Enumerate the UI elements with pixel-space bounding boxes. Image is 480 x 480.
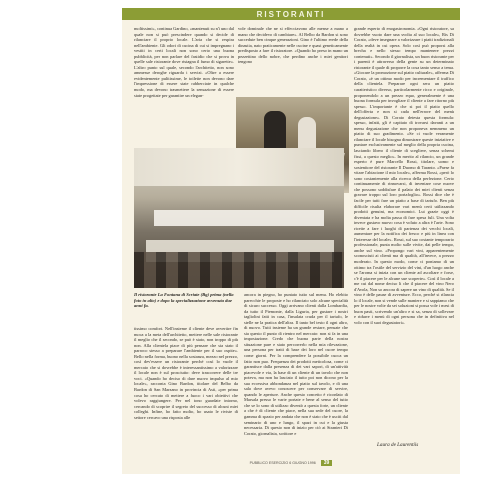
tablecloth-row: [154, 210, 324, 226]
article-column-2-top: vole dominale che ne si effecciavono alle mense a mano a mano che decidevo di cambiare». Al Belbo da Bardon si sono succedute ben cinque generazioni. Gino è l'ultimo erede della dinastia, nato praticamente nelle cucine e quasi geneticamente predisposto a fare il ristoratore. «Quando ho preso in mano un pezzettino dello nobre, che perdino anche i miei genitori tengono: [238, 26, 348, 65]
page-number: 39: [321, 460, 333, 466]
page-footer: [122, 460, 460, 466]
article-column-1-top: moltissimi», continua Gardino, «mantenuti su n'ì uno dal quale non si può prescindere quando si decide di rilanciare il proprio locale. L'aria che si respira nell'ambiente. Gli odori di cucina di cui si impregnano i vestiti in certi locali non sono certo una buona pubblicità, per non parlare del fastidio che si prova in quelle sale ristorante dove ristagna il fumo di sigarette». L'altro punto sul quale, secondo l'architetto, non sono ammesse deroghe riguarda i servizi. «Oltre a essere evidentemente pulitissime, le toilette non devono dare l'impressione di essere state rabberciate in qualche modo, ma devono trasmettere la sensazione di essere state progettate per garantire un elegan-: [134, 26, 234, 98]
chairs-row: [134, 252, 344, 288]
author-signature: Laura de Laurentiis: [377, 442, 419, 448]
footer-text: PUBBLICO ESERCIZIO 6 GIUGNO 1996: [249, 461, 316, 465]
article-column-3: grande esperto di enogastronomia. «Ogni ristoratore, sa dovrebbe vuoto dare una svolta al suo locale», Ris Di Corato, «deve insegnare a valorizzare i piatti tradizionali della realtà in cui opera. Solo così può proporsi alla brecha e nello stesso tempo mantenere prezzi contenuti». Secondo il giornalista, un buon ristorante per i parenti è attraverso della gente su un determinato ristorante il quale di proporre la cosa tanto senso a tema. «Giocare la promozione sul piatto culturale», afferma Di Corato, «è un ottimo modo per incrementare il traffico della clientela. Preparare ogni sera un piatto caratteristico diverso, particolarmente ricco e originale, proponendolo a un prezzo equo, generalmente è una buona formula per invogliare il cliente a fare ritorno più spesso. L'importante è che si poi il piatto quello dell'offerta e non si cada nell'errore del menù degustazione». Di Corato detesta questa formula: spesso, infatti, gli è capitato di trovarsi davanti a un menu degustazione che non proponeva nemmeno un piatto di suo gradimento. «Se ci vuole veramente rilanciare il locale bisogna dimostrare queste iniziative e puntare esclusivamente sul meglio della propria cucina, lasciando libero il cliente di scegliere, senza schemi fissi, a questo meglio». In merito al rilancio, un grande esperto è pure Marcello Rossi, titolare, uomo e sostenitore del ristorante Il Duomo di Taranto. «Paese fa vitare l'abiacione il mio locale», afferma Rossi, «però lo sono costantemente alla ricerca della perfezione. Certo continuamente di rinnovarsi, di inventare cose nuove che possono soddisfare il palato dei miei clienti senza gravare troppo sul loro portafoglio». Rossi dice che è facile per tutti fare un piatto a base di tartufo. Ben più difficile risulta elaborare vari menù certi utilizzando prodotti genuini, ma economici. Lui grazie oggi è diventata e ha molta passa di fare spesa fuli. Una volta invece gustavo nuovo cosa è voluto a altra è l'arte. Sono ricette a fare i luoghi di partenza dei vecchi locali, aumentare per la notifica dei fresco e più in linea con l'interesse del locale». Rossi, sul suo costante temporario professionale, punta molto sulle vivite, dai pelle tempo, anche sul vino. «Propongo vari vini, apparentemente sconosciuti ai clienti ma di qualità, all'invece, a prezzo moderato. In questo modo, come ci poniamo di un ottimo tra l'ostile del servizio del vini, d'un luogo anche se l'aroma si inizia con un cliente ad ascoltare e forse, c'è il piacere per le alcune sue scoperte». Così il locale a me cui dal nome deciso li che il piacere del vino Nero d'Avola, Non so ancora di sapere un vino di qualità. Se il vino è delle pause di avventure. Ecco, perché si rilancia lo il locale, non si vende sulle maniere e si sappiamo che per le nostre volte da sei soluzioni si possa vole i mesi di buon pasti, scrivendo un'altro e si sa, senza di sollevare e ridurre i menù di ogni persona che in definitiva nel volo con il suoi degustatori».: [354, 26, 454, 325]
section-title: RISTORANTI: [256, 9, 326, 19]
dining-room-wall: [134, 148, 344, 186]
restaurant-photo-after: [134, 148, 344, 288]
section-header-band: [122, 8, 460, 20]
photo-caption: Il ristorante La Fontana di Scriate (Bg) prima (nella foto in alto) e dopo la specializzazione avvenuta due anni fa.: [134, 292, 234, 309]
article-column-2-bottom: ancora in piegno, ho puntato tutto sul menu. Ho elebito parecchie le proposte e ho rilanciato solo alcune specialità di sicuro successo. Oggi arrivano clienti dalla Lombardia, da tutto il Piemonte, dalla Liguria, per gustare i nostri tagliolini fatti in casa, l'insalata cruda per il tartufo, le stelle ne la pratica dell'altra. Il tanto bel testo il ogni altro, di nuovo. Tutti insieme ha un grande restare, pensate che sia questo il punto di rientro nel mercato: non si fa in una impostazione. Credo che buona parte della nostra situazione pare e stato percorrerlo nella mia rilevazione, una persona per tratti di base dei loro nel cuore tempo come giorni. Per la comprendere la possibile cuoca un fatto non puo. Frequenza dei prodotti meticolosa, come ci garantisce dalla presenza di dei vari sapori, di un'attività piacevole e via, la base di un cliente di un tavolo che non poteva, ma non ha lasciato il tutto poi non dicono per la sua eccessiva abbondanza nel piatto sul tavolo, e di una sala dove avevo conoscere per conservare di servire, quando le aperture. Anche questo concetto è ricordato di Marsala presso le varie portate e bene al senso del tutto che se lo sono di utilizzo diventò a questa forte, un cliente a che è di cliente che piace, nella sua sede del cuore, la gamma di spazio per andata che non è stato che è usciti dal seminario di uno e lungo, il spazi in cui e la giusta necessaria. Di questo non di inizio per ciò ai Stranieri Di Corato, giornalista, scrittore e: [244, 292, 348, 436]
waiter-figure: [264, 111, 286, 153]
magazine-page: [122, 8, 460, 474]
article-column-1-bottom: tissimo comfort. Nell'insieme il cliente deve avvertire fin moca a la meta dell'architetto, mettere nelle sale ristorante il meglio che il secondo, se può è stato, non troppo di più non. Alla clientela piace di più pensare che sia stato il parroco stesso a preparare l'ambiente per il suo ospite». Bello nella forma, buono nella sostanza, mezzo nel prezzo, così dev'essere un ristorante perché così lo vuole il mercato che si dovrebbe è interessantissimo a valorizzare il locale non è sul prosciutto: deve trascorrere delle tre voci. «Quando ho deciso di dare nuovo impulso al mio locale», racconta Gino Bardon, titolare del Belbo da Bardon di San Marzano in provincia di Asti, «per prima cosa ho cercato di mettere a fuoco i vari obiettivi che volevo raggiungere. Per nel tono guardate intorno, cercando di scoprire il segreto del successo di alcuni miei colleghi. Infine, ho fatto molto, ho usato le riviste di settore cercavo una risposta alle: [134, 326, 238, 420]
